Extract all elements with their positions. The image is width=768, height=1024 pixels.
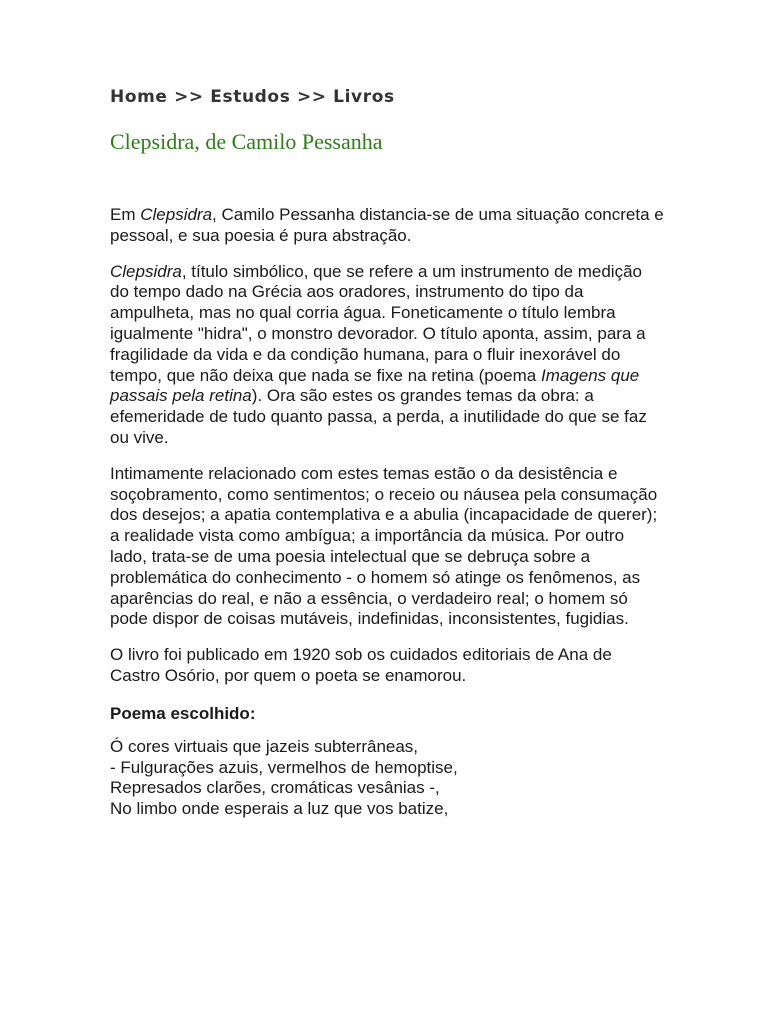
poem-line: Ó cores virtuais que jazeis subterrâneas,	[110, 736, 419, 756]
symbolism-text-1: , título simbólico, que se refere a um instrumento de medição do tempo dado na Grécia aos oradores, instrumento do tipo da ampulheta, mas no qual corria água. Foneticamente o título lembra igualmente "hidra", o monstro devorador. O título aponta, assim, para a fragilidade da vida e da condição humana, para o fluir inexorável do tempo, que não deixa que nada se fixe na retina (poema	[110, 261, 646, 385]
poem-line: - Fulgurações azuis, vermelhos de hemoptise,	[110, 757, 458, 777]
poem-excerpt	[110, 737, 665, 820]
breadcrumb-studies-link[interactable]: Estudos	[210, 87, 291, 107]
intro-paragraph	[110, 205, 665, 247]
book-title-italic: Clepsidra	[110, 261, 182, 281]
publication-paragraph: O livro foi publicado em 1920 sob os cuidados editoriais de Ana de Castro Osório, por quem o poeta se enamorou.	[110, 645, 612, 685]
book-title-italic: Clepsidra	[140, 205, 213, 224]
intro-text-start: Em	[110, 205, 141, 224]
poem-line: No limbo onde esperais a luz que vos batize,	[110, 799, 449, 819]
document-page	[110, 84, 665, 820]
breadcrumb-separator: >>	[290, 87, 334, 107]
poem-heading: Poema escolhido:	[110, 703, 256, 723]
breadcrumb	[110, 84, 665, 110]
poem-line: Represados clarões, cromáticas vesânias -,	[110, 778, 440, 798]
page-title: Clepsidra, de Camilo Pessanha	[110, 129, 383, 154]
breadcrumb-home-link[interactable]: Home	[110, 87, 168, 107]
breadcrumb-separator: >>	[167, 87, 211, 107]
breadcrumb-books-link[interactable]: Livros	[333, 87, 395, 107]
intro-text-end: , Camilo Pessanha distancia-se de uma situação concreta e pessoal, e sua poesia é pura abstração.	[110, 205, 664, 245]
symbolism-paragraph	[110, 262, 665, 449]
themes-paragraph: Intimamente relacionado com estes temas estão o da desistência e soçobramento, como sentimentos; o receio ou náusea pela consumação dos desejos; a apatia contemplativa e a abulia (incapacidade de querer); a realidade vista como ambígua; a importância da música. Por outro lado, trata-se de uma poesia intelectual que se debruça sobre a problemática do conhecimento - o homem só atinge os fenômenos, as aparências do real, e não a essência, o verdadeiro real; o homem só pode dispor de coisas mutáveis, indefinidas, inconsistentes, fugidias.	[110, 463, 658, 629]
poem-title-italic: Imagens que passais pela retina	[110, 365, 640, 406]
symbolism-text-2: ). Ora são estes os grandes temas da obra: a efemeridade de tudo quanto passa, a perda, a inutilidade do que se faz ou vive.	[110, 386, 647, 447]
